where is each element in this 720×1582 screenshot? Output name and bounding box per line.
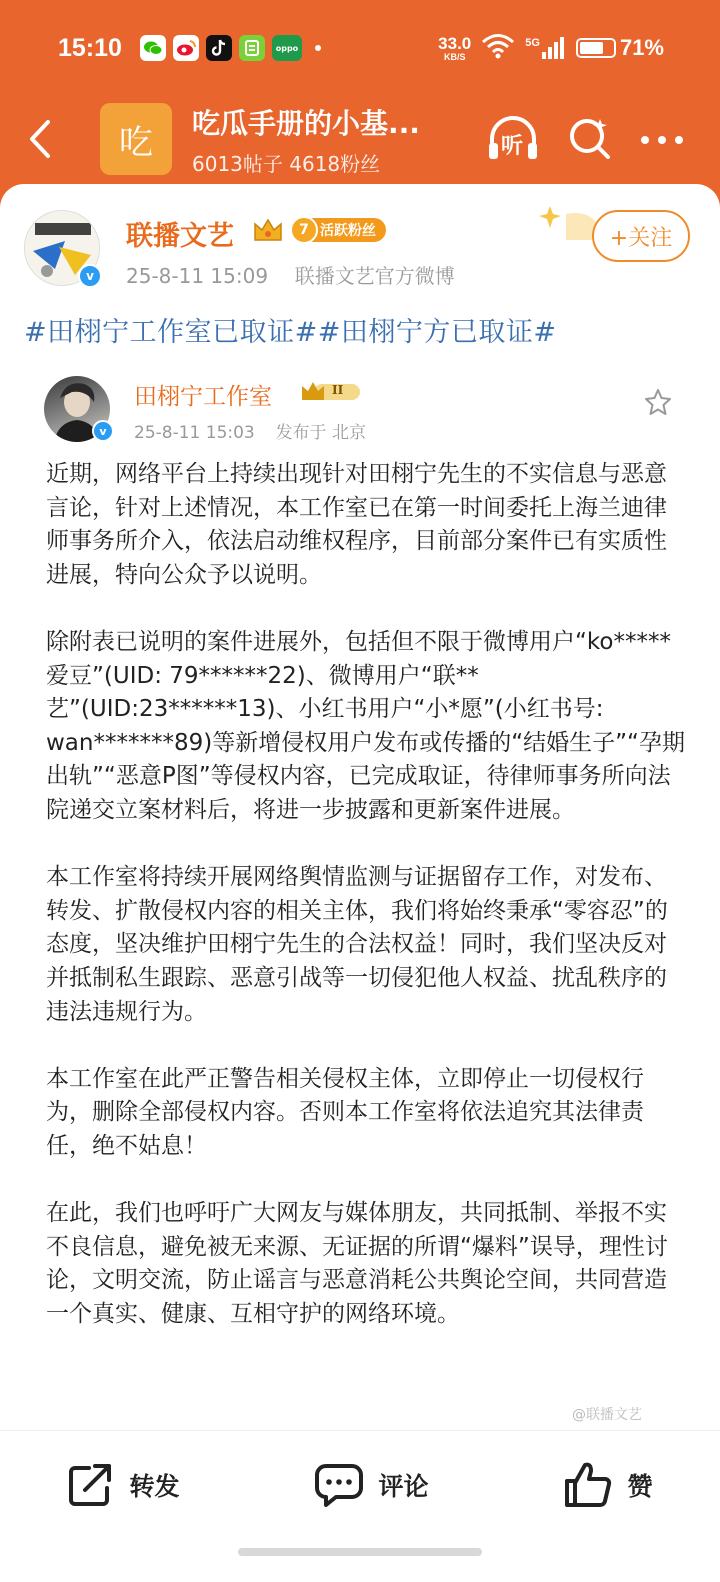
post-timestamp: 25-8-11 15:09 — [126, 264, 269, 288]
like-button[interactable]: 赞 — [563, 1461, 652, 1509]
post-hashtags[interactable]: #田栩宁工作室已取证##田栩宁方已取证# — [24, 317, 557, 348]
signal-icon: 5G — [525, 37, 566, 59]
repost-icon — [67, 1462, 115, 1508]
listen-button[interactable]: 听 — [486, 115, 540, 163]
crown-medal-icon — [252, 216, 284, 244]
statement-paragraph: 在此，我们也呼吁广大网友与媒体朋友，共同抵制、举报不实不良信息，避免被无来源、无证据的所谓“爆料”误导，理性讨论，文明交流，防止谣言与恶意消耗公共舆论空间，共同营造一个真实、健康、互相守护的网络环境。 — [46, 1200, 668, 1327]
status-time: 15:10 — [58, 33, 122, 62]
comment-icon — [314, 1462, 364, 1508]
more-horizontal-icon — [640, 135, 684, 145]
app-green-icon — [239, 35, 265, 61]
statement-paragraph: 本工作室将持续开展网络舆情监测与证据留存工作，对发布、转发、扩散侵权内容的相关主体，我们将始终秉承“零容忍”的态度，坚决维护田栩宁先生的合法权益！同时，我们坚决反对并抵制私生跟踪、恶意引战等一切侵犯他人权益、扰乱秩序的违法违规行为。 — [46, 864, 668, 1025]
header-actions — [486, 115, 720, 163]
post-action-bar — [0, 1430, 720, 1538]
statement-paragraph: 近期，网络平台上持续出现针对田栩宁先生的不实信息与恶意言论，针对上述情况，本工作室已在第一时间委托上海兰迪律师事务所介入，依法启动维权程序，目前部分案件已有实质性进展，特向公众予以说明。 — [46, 461, 667, 588]
post-source: 联播文艺官方微博 — [294, 264, 455, 288]
notification-icons — [140, 35, 321, 61]
comment-button[interactable]: 评论 — [314, 1462, 428, 1508]
embedded-verified-icon: v — [92, 420, 114, 442]
net-speed: 33.0 KB/S — [438, 33, 472, 62]
wechat-icon — [140, 35, 166, 61]
fan-level: 7 — [290, 216, 318, 244]
star-icon — [644, 388, 672, 416]
status-bar — [0, 0, 720, 96]
thumbs-up-icon — [563, 1461, 613, 1509]
embedded-post-image[interactable] — [24, 360, 696, 1430]
embedded-medal: II — [300, 380, 362, 404]
search-button[interactable] — [568, 115, 612, 163]
embedded-meta: 25-8-11 15:03 发布于 北京 — [134, 423, 366, 443]
back-button[interactable] — [0, 96, 80, 182]
statement-paragraph: 除附表已说明的案件进展外，包括但不限于微博用户“ko*****爱豆”(UID: 79******22)、微博用户“联**艺”(UID:23******13)、小红书用户“小*愿”(小红书号: wan*******89)等新增侵权用户发布或传播的“结婚生子”“孕期出轨”“恶意P图”等侵权内容，已完成取证，待律师事务所向法院递交立案材料后，将进一步披露和更新案件进展。 — [46, 628, 685, 823]
sparkle-decoration-icon — [536, 200, 596, 240]
oppo-icon: oppo — [272, 35, 302, 61]
post-author-row — [24, 210, 696, 290]
group-stats: 6013帖子 4618粉丝 — [192, 151, 381, 176]
verified-icon: v — [78, 264, 102, 288]
topic-header — [0, 96, 720, 182]
group-info[interactable] — [192, 102, 462, 177]
battery: 71% — [576, 35, 664, 61]
author-name[interactable]: 联播文艺 — [126, 221, 234, 252]
statement-paragraph: 本工作室在此严正警告相关侵权主体，立即停止一切侵权行为，删除全部侵权内容。否则本工作室将依法追究其法律责任，绝不姑息！ — [46, 1065, 644, 1159]
home-indicator[interactable] — [238, 1548, 482, 1556]
embedded-author-name: 田栩宁工作室 — [134, 384, 272, 410]
weibo-icon — [173, 35, 199, 61]
embedded-statement-text — [46, 458, 686, 1365]
more-button[interactable] — [640, 130, 684, 149]
wifi-icon — [481, 33, 515, 64]
group-title: 吃瓜手册的小基... — [192, 106, 420, 140]
group-avatar[interactable]: 吃 — [100, 103, 172, 175]
tiktok-icon — [206, 35, 232, 61]
chevron-left-icon — [28, 119, 52, 159]
battery-icon — [576, 38, 616, 58]
search-icon — [568, 115, 612, 159]
post-card — [0, 184, 720, 1582]
crown-badge-icon — [300, 380, 362, 404]
more-notifications-dot — [315, 45, 321, 51]
follow-button[interactable]: +关注 — [592, 210, 690, 262]
status-right — [438, 33, 664, 64]
post-meta — [126, 260, 455, 289]
image-watermark: @联播文艺 — [572, 1407, 642, 1423]
repost-button[interactable]: 转发 — [67, 1462, 179, 1508]
active-fan-badge[interactable]: 7 活跃粉丝 — [292, 218, 386, 242]
